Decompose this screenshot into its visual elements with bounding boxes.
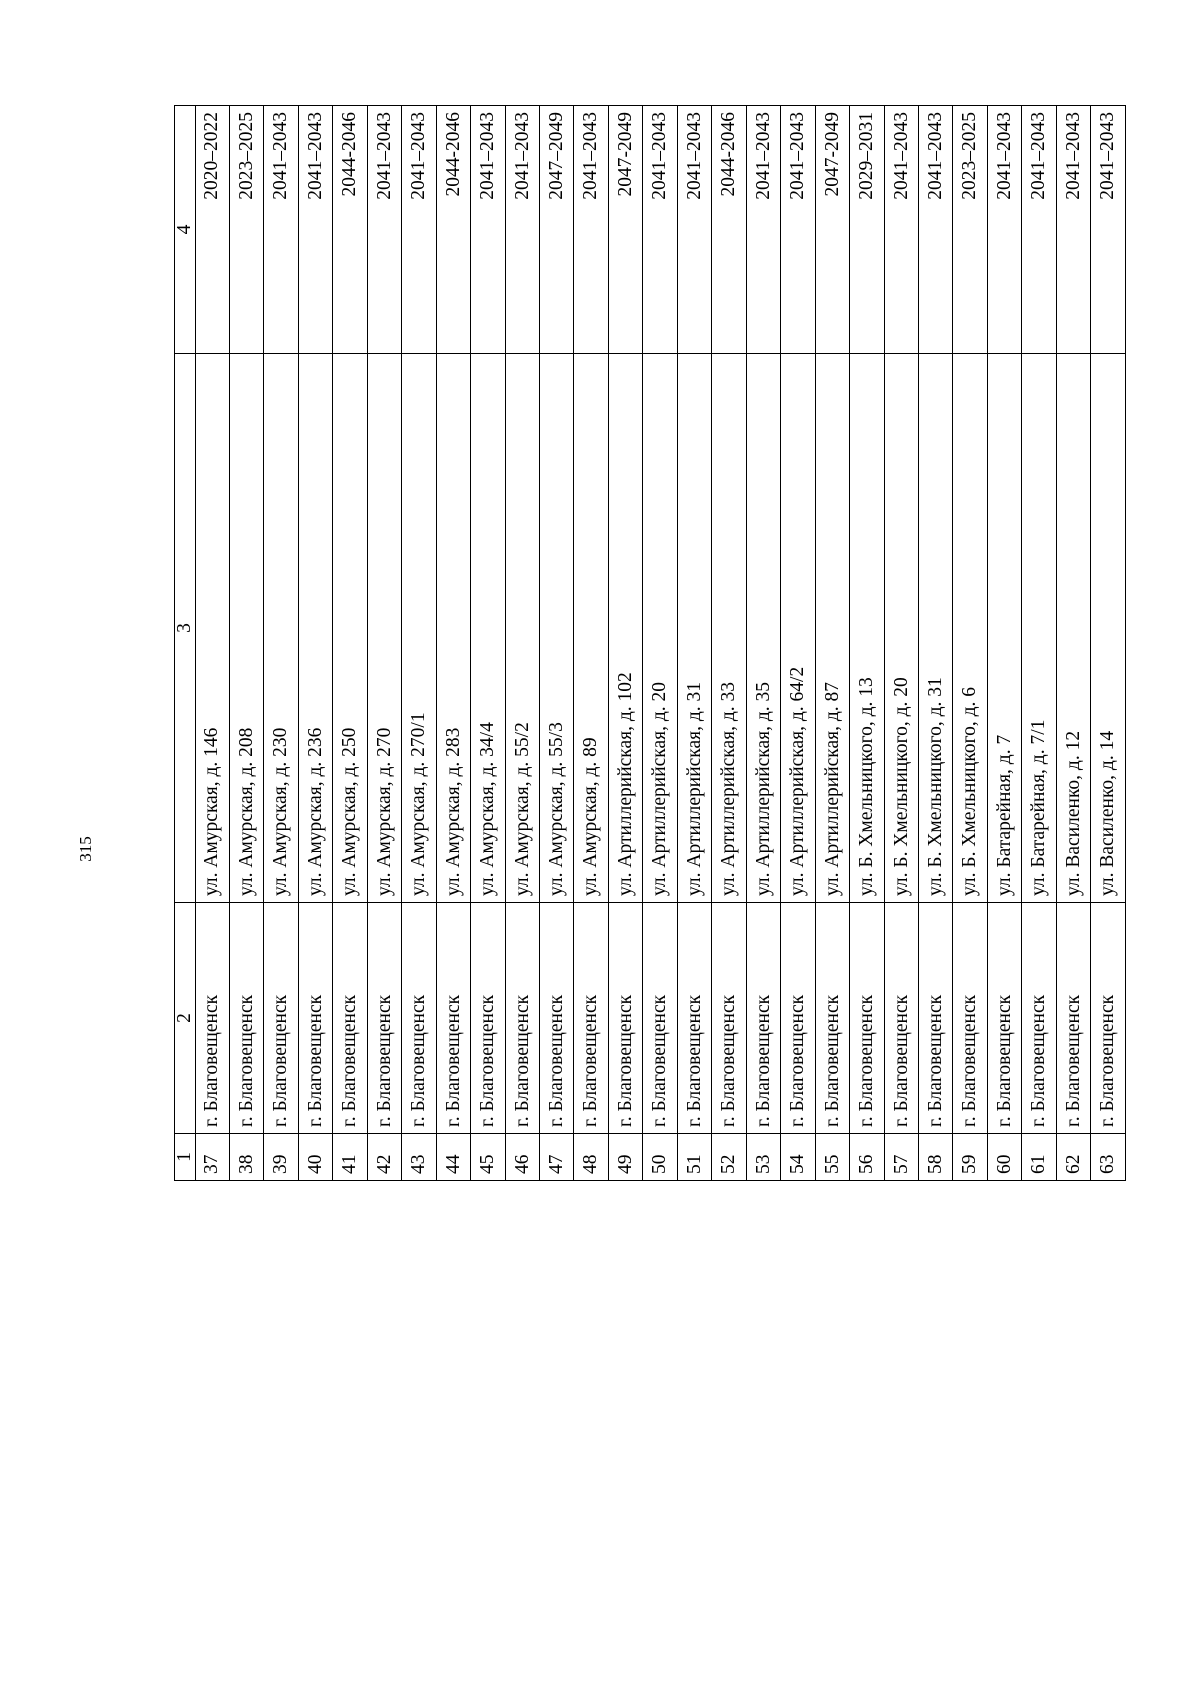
period-cell: 2041–2043 bbox=[1091, 106, 1126, 354]
city-cell: г. Благовещенск bbox=[677, 903, 711, 1134]
city-cell: г. Благовещенск bbox=[195, 903, 229, 1134]
row-number-cell: 38 bbox=[229, 1134, 263, 1181]
row-number-cell: 50 bbox=[643, 1134, 677, 1181]
table-row bbox=[540, 106, 574, 1181]
city-cell: г. Благовещенск bbox=[643, 903, 677, 1134]
table-row bbox=[643, 106, 677, 1181]
row-number-cell: 41 bbox=[333, 1134, 367, 1181]
city-cell: г. Благовещенск bbox=[505, 903, 539, 1134]
period-cell: 2041–2043 bbox=[574, 106, 608, 354]
table-row bbox=[1091, 106, 1126, 1181]
period-cell: 2029–2031 bbox=[850, 106, 884, 354]
period-cell: 2044-2046 bbox=[436, 106, 470, 354]
city-cell: г. Благовещенск bbox=[1091, 903, 1126, 1134]
city-cell: г. Благовещенск bbox=[1022, 903, 1056, 1134]
city-cell: г. Благовещенск bbox=[333, 903, 367, 1134]
table-row bbox=[815, 106, 849, 1181]
row-number-cell: 40 bbox=[298, 1134, 332, 1181]
address-cell: ул. Б. Хмельницкого, д. 31 bbox=[919, 354, 953, 903]
period-cell: 2047-2049 bbox=[815, 106, 849, 354]
city-cell: г. Благовещенск bbox=[884, 903, 918, 1134]
row-number-cell: 57 bbox=[884, 1134, 918, 1181]
row-number-cell: 39 bbox=[264, 1134, 298, 1181]
table-row bbox=[574, 106, 608, 1181]
city-cell: г. Благовещенск bbox=[229, 903, 263, 1134]
period-cell: 2044-2046 bbox=[333, 106, 367, 354]
row-number-cell: 58 bbox=[919, 1134, 953, 1181]
city-cell: г. Благовещенск bbox=[712, 903, 746, 1134]
address-cell: ул. Артиллерийская, д. 20 bbox=[643, 354, 677, 903]
table-row bbox=[953, 106, 987, 1181]
address-cell: ул. Батарейная, д. 7 bbox=[987, 354, 1021, 903]
period-cell: 2041–2043 bbox=[919, 106, 953, 354]
address-cell: ул. Артиллерийская, д. 33 bbox=[712, 354, 746, 903]
address-cell: ул. Амурская, д. 270 bbox=[367, 354, 401, 903]
address-cell: ул. Амурская, д. 208 bbox=[229, 354, 263, 903]
header-row bbox=[175, 106, 196, 1181]
row-number-cell: 51 bbox=[677, 1134, 711, 1181]
address-cell: ул. Артиллерийская, д. 31 bbox=[677, 354, 711, 903]
city-cell: г. Благовещенск bbox=[953, 903, 987, 1134]
period-cell: 2020–2022 bbox=[195, 106, 229, 354]
city-cell: г. Благовещенск bbox=[436, 903, 470, 1134]
period-cell: 2041–2043 bbox=[402, 106, 436, 354]
row-number-cell: 48 bbox=[574, 1134, 608, 1181]
period-cell: 2041–2043 bbox=[471, 106, 505, 354]
header-col-4: 4 bbox=[175, 106, 196, 354]
period-cell: 2023–2025 bbox=[229, 106, 263, 354]
schedule-table bbox=[174, 105, 1126, 1181]
table-row bbox=[333, 106, 367, 1181]
table-header bbox=[175, 106, 196, 1181]
row-number-cell: 59 bbox=[953, 1134, 987, 1181]
period-cell: 2044-2046 bbox=[712, 106, 746, 354]
header-col-1: 1 bbox=[175, 1134, 196, 1181]
row-number-cell: 42 bbox=[367, 1134, 401, 1181]
row-number-cell: 60 bbox=[987, 1134, 1021, 1181]
table-row bbox=[229, 106, 263, 1181]
row-number-cell: 45 bbox=[471, 1134, 505, 1181]
table-body bbox=[195, 106, 1126, 1181]
table-row bbox=[608, 106, 642, 1181]
table-row bbox=[712, 106, 746, 1181]
table-row bbox=[436, 106, 470, 1181]
city-cell: г. Благовещенск bbox=[540, 903, 574, 1134]
table-row bbox=[1056, 106, 1090, 1181]
city-cell: г. Благовещенск bbox=[815, 903, 849, 1134]
table-row bbox=[781, 106, 815, 1181]
city-cell: г. Благовещенск bbox=[471, 903, 505, 1134]
city-cell: г. Благовещенск bbox=[987, 903, 1021, 1134]
table-row bbox=[987, 106, 1021, 1181]
page-number: 315 bbox=[76, 836, 95, 862]
row-number-cell: 46 bbox=[505, 1134, 539, 1181]
address-cell: ул. Б. Хмельницкого, д. 20 bbox=[884, 354, 918, 903]
period-cell: 2041–2043 bbox=[677, 106, 711, 354]
city-cell: г. Благовещенск bbox=[402, 903, 436, 1134]
city-cell: г. Благовещенск bbox=[264, 903, 298, 1134]
address-cell: ул. Амурская, д. 236 bbox=[298, 354, 332, 903]
row-number-cell: 54 bbox=[781, 1134, 815, 1181]
table-row bbox=[264, 106, 298, 1181]
period-cell: 2041–2043 bbox=[367, 106, 401, 354]
period-cell: 2041–2043 bbox=[746, 106, 780, 354]
header-col-2: 2 bbox=[175, 903, 196, 1134]
address-cell: ул. Василенко, д. 12 bbox=[1056, 354, 1090, 903]
row-number-cell: 63 bbox=[1091, 1134, 1126, 1181]
row-number-cell: 56 bbox=[850, 1134, 884, 1181]
city-cell: г. Благовещенск bbox=[746, 903, 780, 1134]
city-cell: г. Благовещенск bbox=[367, 903, 401, 1134]
table-wrapper bbox=[174, 106, 1126, 1181]
address-cell: ул. Артиллерийская, д. 64/2 bbox=[781, 354, 815, 903]
header-col-3: 3 bbox=[175, 354, 196, 903]
row-number-cell: 52 bbox=[712, 1134, 746, 1181]
period-cell: 2047–2049 bbox=[540, 106, 574, 354]
table-row bbox=[884, 106, 918, 1181]
address-cell: ул. Б. Хмельницкого, д. 6 bbox=[953, 354, 987, 903]
period-cell: 2041–2043 bbox=[884, 106, 918, 354]
period-cell: 2041–2043 bbox=[505, 106, 539, 354]
city-cell: г. Благовещенск bbox=[574, 903, 608, 1134]
address-cell: ул. Амурская, д. 283 bbox=[436, 354, 470, 903]
city-cell: г. Благовещенск bbox=[298, 903, 332, 1134]
address-cell: ул. Амурская, д. 146 bbox=[195, 354, 229, 903]
address-cell: ул. Артиллерийская, д. 87 bbox=[815, 354, 849, 903]
period-cell: 2023–2025 bbox=[953, 106, 987, 354]
row-number-cell: 62 bbox=[1056, 1134, 1090, 1181]
address-cell: ул. Б. Хмельницкого, д. 13 bbox=[850, 354, 884, 903]
row-number-cell: 44 bbox=[436, 1134, 470, 1181]
rotated-table-area bbox=[174, 106, 1200, 1174]
address-cell: ул. Артиллерийская, д. 102 bbox=[608, 354, 642, 903]
address-cell: ул. Амурская, д. 55/2 bbox=[505, 354, 539, 903]
table-row bbox=[919, 106, 953, 1181]
row-number-cell: 49 bbox=[608, 1134, 642, 1181]
city-cell: г. Благовещенск bbox=[781, 903, 815, 1134]
city-cell: г. Благовещенск bbox=[919, 903, 953, 1134]
row-number-cell: 37 bbox=[195, 1134, 229, 1181]
row-number-cell: 55 bbox=[815, 1134, 849, 1181]
row-number-cell: 47 bbox=[540, 1134, 574, 1181]
address-cell: ул. Амурская, д. 250 bbox=[333, 354, 367, 903]
table-row bbox=[402, 106, 436, 1181]
period-cell: 2041–2043 bbox=[264, 106, 298, 354]
period-cell: 2041–2043 bbox=[781, 106, 815, 354]
table-row bbox=[471, 106, 505, 1181]
table-row bbox=[505, 106, 539, 1181]
city-cell: г. Благовещенск bbox=[850, 903, 884, 1134]
row-number-cell: 61 bbox=[1022, 1134, 1056, 1181]
city-cell: г. Благовещенск bbox=[1056, 903, 1090, 1134]
period-cell: 2047-2049 bbox=[608, 106, 642, 354]
table-row bbox=[850, 106, 884, 1181]
table-row bbox=[195, 106, 229, 1181]
address-cell: ул. Амурская, д. 230 bbox=[264, 354, 298, 903]
address-cell: ул. Амурская, д. 270/1 bbox=[402, 354, 436, 903]
table-row bbox=[746, 106, 780, 1181]
row-number-cell: 53 bbox=[746, 1134, 780, 1181]
period-cell: 2041–2043 bbox=[1022, 106, 1056, 354]
city-cell: г. Благовещенск bbox=[608, 903, 642, 1134]
table-row bbox=[677, 106, 711, 1181]
address-cell: ул. Амурская, д. 34/4 bbox=[471, 354, 505, 903]
address-cell: ул. Амурская, д. 55/3 bbox=[540, 354, 574, 903]
address-cell: ул. Амурская, д. 89 bbox=[574, 354, 608, 903]
table-row bbox=[367, 106, 401, 1181]
table-row bbox=[298, 106, 332, 1181]
address-cell: ул. Василенко, д. 14 bbox=[1091, 354, 1126, 903]
period-cell: 2041–2043 bbox=[987, 106, 1021, 354]
table-row bbox=[1022, 106, 1056, 1181]
address-cell: ул. Батарейная, д. 7/1 bbox=[1022, 354, 1056, 903]
period-cell: 2041–2043 bbox=[298, 106, 332, 354]
period-cell: 2041–2043 bbox=[1056, 106, 1090, 354]
period-cell: 2041–2043 bbox=[643, 106, 677, 354]
address-cell: ул. Артиллерийская, д. 35 bbox=[746, 354, 780, 903]
row-number-cell: 43 bbox=[402, 1134, 436, 1181]
